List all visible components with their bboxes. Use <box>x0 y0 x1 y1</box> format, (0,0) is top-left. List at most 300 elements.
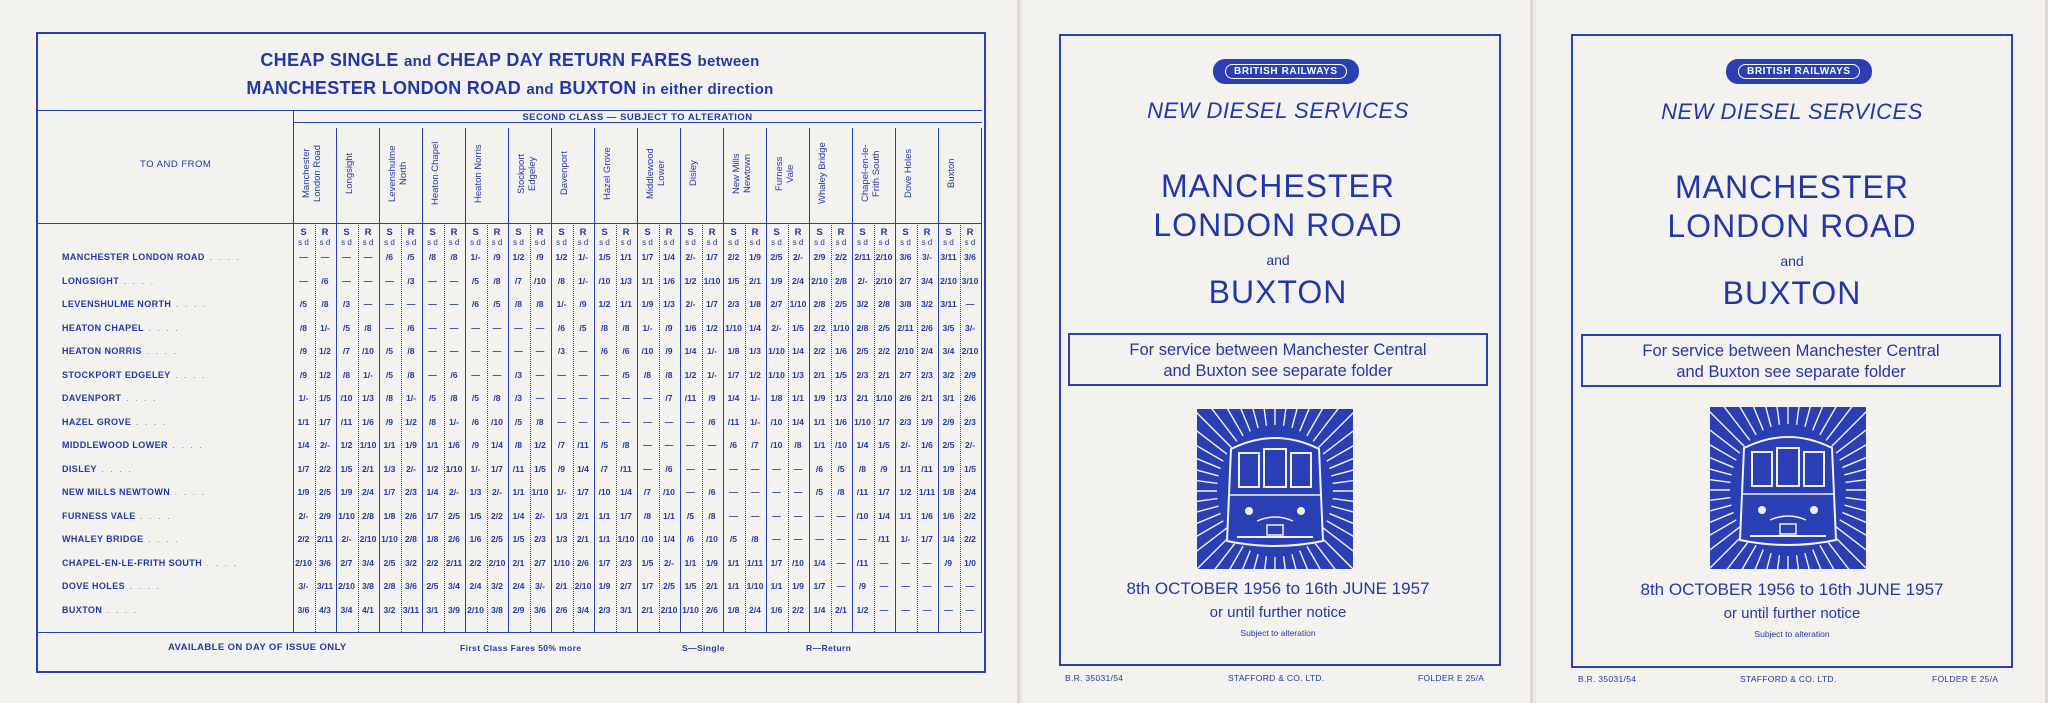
return-header: R <box>966 227 974 238</box>
fare-cell: 1/3 <box>469 487 482 497</box>
unit-header: s d <box>341 238 352 247</box>
fare-cell: 3/4 <box>577 604 589 615</box>
fare-cell: /9 <box>493 252 501 262</box>
fare-cell: 1/10 <box>703 275 721 286</box>
fare-cell: 2/8 <box>405 534 417 544</box>
column-divider <box>551 128 552 632</box>
fare-cell: 2/9 <box>319 510 331 521</box>
fare-cell: — <box>342 275 351 286</box>
leader-dots: . . . . <box>202 557 239 568</box>
fare-cell: /7 <box>665 393 673 403</box>
leader-dots: . . . . <box>143 322 180 333</box>
row-label-station: STOCKPORT EDGELEY . . . . <box>62 369 207 380</box>
fare-cell: 2/2 <box>813 346 826 356</box>
fare-cell: 3/5 <box>942 322 955 333</box>
fare-cell: 2/2 <box>792 604 804 615</box>
fare-cell: 2/3 <box>405 487 417 497</box>
fare-cell: 1/10 <box>381 534 398 544</box>
fare-cell: /7 <box>557 440 566 450</box>
fare-cell: 1/3 <box>749 346 761 356</box>
return-header: R <box>837 227 845 238</box>
leader-dots: . . . . <box>141 346 178 356</box>
single-header: S <box>945 227 952 238</box>
fare-cell: /7 <box>751 440 759 450</box>
fare-cell: 2/1 <box>856 393 869 403</box>
fare-cell: 1/2 <box>319 346 331 356</box>
fare-cell: /5 <box>622 369 630 380</box>
fare-cell: 2/1 <box>641 604 654 615</box>
fare-cell: 2/7 <box>340 557 353 568</box>
fare-cell: 2/10 <box>574 581 592 591</box>
fare-cell: 2/8 <box>878 299 890 309</box>
fare-cell: 3/- <box>298 581 309 591</box>
fare-cell: 2/7 <box>770 299 783 309</box>
fare-cell: 2/- <box>534 510 546 521</box>
fare-cell: /10 <box>663 487 675 497</box>
unit-header: s d <box>921 238 933 247</box>
fare-cell: 1/10 <box>746 581 764 591</box>
fare-cell: — <box>643 393 652 403</box>
leader-dots: . . . . <box>204 252 241 262</box>
fare-cell: — <box>664 416 674 427</box>
fare-cell: /5 <box>600 440 609 450</box>
cover-and: and <box>1266 252 1290 268</box>
separate-folder-note <box>1581 334 2001 387</box>
fare-cell: /11 <box>577 440 589 450</box>
fare-cell: /11 <box>620 463 632 474</box>
unit-header: s d <box>556 238 567 247</box>
fare-cell: /8 <box>622 440 630 450</box>
fare-cell: 1/8 <box>426 534 439 544</box>
fare-cell: — <box>965 581 975 591</box>
fare-cell: 2/10 <box>961 346 979 356</box>
note-line: and Buxton see separate folder <box>1676 363 1906 381</box>
column-divider <box>594 128 595 632</box>
fare-cell: 1/10 <box>768 369 785 380</box>
fare-cell: 1/- <box>706 369 718 380</box>
fare-cell: /11 <box>512 463 525 474</box>
fare-cell: 2/10 <box>338 581 355 591</box>
fare-cell: 1/3 <box>792 369 804 380</box>
fare-cell: 1/6 <box>942 510 955 521</box>
fare-cell: — <box>750 463 760 474</box>
fare-cell: 1/2 <box>684 275 697 286</box>
fare-cell: 1/4 <box>426 487 439 497</box>
fare-cell: 1/10 <box>768 346 785 356</box>
cover-line-london-road: LONDON ROAD <box>1153 207 1403 243</box>
single-header: S <box>472 227 479 238</box>
fare-cell: /8 <box>407 346 415 356</box>
fare-cell: 1/10 <box>832 322 850 333</box>
fare-cell: 2/5 <box>448 510 460 521</box>
fare-cell: 2/10 <box>940 275 957 286</box>
fare-cell: 1/6 <box>835 416 847 427</box>
title-part: and <box>526 81 554 98</box>
column-divider <box>981 128 982 632</box>
fare-cell: /11 <box>921 463 933 474</box>
fare-cell: 1/2 <box>555 252 568 262</box>
leader-dots: . . . . <box>121 393 158 403</box>
fare-cell: 1/3 <box>555 534 568 544</box>
return-header: R <box>364 227 372 238</box>
fare-cell: 1/1 <box>727 557 740 568</box>
fare-cell: — <box>643 440 652 450</box>
row-label-station: DOVE HOLES . . . . <box>62 581 162 591</box>
fare-cell: 1/4 <box>749 322 761 333</box>
fare-cell: /8 <box>514 440 523 450</box>
column-divider <box>809 128 810 632</box>
fare-cell: 1/5 <box>684 581 697 591</box>
fare-cell: 1/4 <box>663 534 675 544</box>
fare-cell: — <box>836 557 846 568</box>
fare-cell: 3/6 <box>964 252 976 262</box>
row-label-station: CHAPEL-EN-LE-FRITH SOUTH . . . . <box>62 557 239 568</box>
fare-cell: /9 <box>665 322 673 333</box>
fare-cell: /6 <box>557 322 566 333</box>
fare-cell: 1/5 <box>598 252 611 262</box>
fare-cell: 2/1 <box>813 369 826 380</box>
fare-cell: /8 <box>858 463 867 474</box>
fare-cell: 2/2 <box>469 557 482 568</box>
fare-cell: 2/2 <box>297 534 310 544</box>
fare-cell: — <box>901 604 910 615</box>
fare-cell: 3/2 <box>942 369 955 380</box>
fare-cell: 3/2 <box>856 299 869 309</box>
fare-cell: — <box>557 393 566 403</box>
fare-cell: /6 <box>407 322 415 333</box>
return-header: R <box>407 227 415 238</box>
fare-cell: 1/8 <box>749 299 761 309</box>
fare-cell: 1/7 <box>878 487 890 497</box>
return-header: R <box>450 227 458 238</box>
fare-cell: 2/10 <box>295 557 312 568</box>
fare-cell: 1/8 <box>727 604 740 615</box>
fare-cell: 1/- <box>900 534 911 544</box>
fare-cell: 1/2 <box>405 416 417 427</box>
fare-cell: — <box>729 487 738 497</box>
fare-cell: 1/1 <box>598 510 611 521</box>
fare-cell: 1/9 <box>706 557 718 568</box>
fare-cell: /6 <box>708 416 716 427</box>
fare-cell: /5 <box>514 416 523 427</box>
fare-cell: /5 <box>837 463 845 474</box>
fare-cell: /5 <box>407 252 415 262</box>
cover-panel <box>1023 0 1533 703</box>
fare-cell: 2/10 <box>359 534 377 544</box>
fare-cell: 1/1 <box>620 299 632 309</box>
fare-cell: — <box>707 463 717 474</box>
column-header-station: Heaton Norris <box>473 144 484 203</box>
footer-first-class: First Class Fares 50% more <box>460 643 582 653</box>
fare-cell: 2/6 <box>706 604 718 615</box>
fare-cell: /6 <box>622 346 630 356</box>
fare-cell: — <box>363 275 373 286</box>
rule-under-title <box>38 110 982 111</box>
fare-cell: /7 <box>643 487 652 497</box>
fare-cell: — <box>944 604 953 615</box>
leader-dots: . . . . <box>135 510 172 521</box>
fare-cell: 1/2 <box>534 440 546 450</box>
fare-cell: /10 <box>770 440 783 450</box>
fare-cell: /6 <box>385 252 394 262</box>
fare-cell: 1/- <box>470 252 481 262</box>
fare-cell: 1/- <box>319 322 331 333</box>
fare-cell: /5 <box>493 299 501 309</box>
note-line: For service between Manchester Central <box>1129 341 1427 359</box>
leader-dots: . . . . <box>131 416 168 427</box>
cover-line-manchester: MANCHESTER <box>1674 169 1909 205</box>
fare-cell: 1/- <box>706 346 718 356</box>
title-part: CHEAP SINGLE <box>260 50 399 70</box>
fare-cell: 2/3 <box>534 534 546 544</box>
fare-cell: 2/2 <box>319 463 331 474</box>
fare-cell: /8 <box>708 510 716 521</box>
unit-header: s d <box>577 238 589 247</box>
fare-cell: 1/8 <box>727 346 740 356</box>
fare-cell: 2/6 <box>577 557 589 568</box>
fare-cell: — <box>449 275 459 286</box>
column-header-station: Middlewood Lower <box>645 148 667 199</box>
train-icon <box>1197 409 1353 569</box>
fare-cell: 2/5 <box>383 557 396 568</box>
fare-cell: — <box>793 463 803 474</box>
fare-cell: /10 <box>835 440 847 450</box>
fare-cell: /8 <box>837 487 845 497</box>
fare-cell: 2/- <box>792 252 804 262</box>
fare-cell: — <box>922 581 932 591</box>
badge-text: BRITISH RAILWAYS <box>1738 64 1860 79</box>
fare-cell: 1/10 <box>617 534 635 544</box>
fare-cell: /7 <box>600 463 609 474</box>
fare-cell: — <box>944 581 953 591</box>
badge-text: BRITISH RAILWAYS <box>1225 64 1347 79</box>
fare-cell: 2/1 <box>577 534 589 544</box>
fare-cell: 2/8 <box>362 510 374 521</box>
fare-cell: 1/4 <box>727 393 740 403</box>
fare-cell: /5 <box>815 487 824 497</box>
fare-cell: 1/1 <box>663 510 675 521</box>
fare-cell: 2/11 <box>445 557 463 568</box>
row-label-station: HEATON CHAPEL . . . . <box>62 322 180 333</box>
fare-cell: 2/1 <box>555 581 568 591</box>
fare-cell: — <box>471 322 480 333</box>
fare-cell: 1/6 <box>362 416 374 427</box>
leader-dots: . . . . <box>170 369 207 380</box>
fare-cell: 2/2 <box>727 252 740 262</box>
fare-cell: 2/2 <box>878 346 890 356</box>
fare-cell: 1/1 <box>792 393 804 403</box>
note-line: For service between Manchester Central <box>1642 342 1940 360</box>
fare-cell: 1/10 <box>875 393 893 403</box>
fare-cell: — <box>299 275 308 286</box>
fare-cell: 2/4 <box>964 487 976 497</box>
fare-cell: — <box>879 581 889 591</box>
fare-cell: 1/5 <box>534 463 546 474</box>
fare-cell: 3/4 <box>362 557 374 568</box>
fare-cell: 1/3 <box>663 299 675 309</box>
column-divider <box>938 128 939 632</box>
fare-cell: — <box>428 346 437 356</box>
fare-cell: 1/- <box>362 369 374 380</box>
fare-cell: 2/4 <box>749 604 761 615</box>
fare-cell: — <box>428 369 437 380</box>
fare-cell: /10 <box>491 416 503 427</box>
unit-header: s d <box>405 238 417 247</box>
fare-cell: 2/7 <box>534 557 546 568</box>
fare-cell: 1/6 <box>921 440 933 450</box>
column-header-station: Stockport Edgeley <box>516 153 538 194</box>
fare-cell: 2/- <box>298 510 309 521</box>
fare-cell: 2/2 <box>491 510 503 521</box>
fare-cell: — <box>879 604 889 615</box>
fare-cell: 1/2 <box>899 487 912 497</box>
fare-cell: /5 <box>729 534 738 544</box>
fare-cell: — <box>406 299 416 309</box>
fare-cell: 3/2 <box>491 581 503 591</box>
row-label-station: MANCHESTER LONDON ROAD . . . . <box>62 252 241 262</box>
fare-cell: /8 <box>493 275 501 286</box>
fare-cell: 1/5 <box>878 440 890 450</box>
fare-cell: 3/4 <box>942 346 955 356</box>
fare-cell: 2/4 <box>792 275 804 286</box>
fare-cell: 3/8 <box>899 299 912 309</box>
fare-cell: — <box>535 322 545 333</box>
fare-cell: — <box>535 393 545 403</box>
fare-cell: 1/- <box>749 416 761 427</box>
fare-cell: 2/1 <box>362 463 374 474</box>
fare-cell: 3/4 <box>340 604 353 615</box>
fare-cell: 1/7 <box>813 581 826 591</box>
return-header: R <box>923 227 931 238</box>
leader-dots: . . . . <box>170 487 207 497</box>
fare-cell: 2/- <box>857 275 868 286</box>
fare-cell: 1/2 <box>684 369 697 380</box>
column-header-station: Levenshulme North <box>387 145 409 202</box>
row-label-station: HEATON NORRIS . . . . <box>62 346 178 356</box>
single-header: S <box>902 227 909 238</box>
fare-cell: — <box>686 416 695 427</box>
folder-number: FOLDER E 25/A <box>1932 674 1999 684</box>
fare-cell: 1/9 <box>792 581 804 591</box>
fare-cell: — <box>922 604 932 615</box>
unit-header: s d <box>620 238 632 247</box>
fare-cell: 1/4 <box>491 440 503 450</box>
unit-header: s d <box>835 238 847 247</box>
fare-cell: 2/7 <box>899 275 912 286</box>
fare-cell: 3/1 <box>942 393 955 403</box>
single-header: S <box>386 227 393 238</box>
fare-cell: /8 <box>493 393 501 403</box>
fare-cell: 1/1 <box>598 534 611 544</box>
fare-cell: 1/9 <box>641 299 654 309</box>
column-header-station: Buxton <box>946 158 957 189</box>
fare-cell: — <box>471 346 480 356</box>
fare-cell: 2/6 <box>899 393 912 403</box>
single-header: S <box>859 227 866 238</box>
fare-cell: 1/7 <box>641 252 654 262</box>
fare-cell: 2/8 <box>835 275 847 286</box>
fare-cell: 1/- <box>470 463 481 474</box>
fare-cell: 3/4 <box>921 275 933 286</box>
fare-cell: /6 <box>600 346 609 356</box>
fare-cell: 2/6 <box>448 534 460 544</box>
fare-cell: 2/11 <box>897 322 914 333</box>
single-header: S <box>558 227 565 238</box>
fare-cell: 1/6 <box>921 510 933 521</box>
fare-cell: /8 <box>428 252 437 262</box>
fare-cell: — <box>772 487 781 497</box>
column-divider <box>465 128 466 632</box>
fare-title-line1 <box>0 50 1020 71</box>
unit-header: s d <box>943 238 954 247</box>
single-header: S <box>687 227 694 238</box>
column-header-station: Disley <box>688 160 699 187</box>
fare-cell: — <box>965 604 975 615</box>
fare-cell: — <box>772 463 781 474</box>
return-header: R <box>579 227 587 238</box>
fare-cell: /9 <box>536 252 544 262</box>
validity-dates: 8th OCTOBER 1956 to 16th JUNE 1957 <box>1640 580 1944 599</box>
fare-cell: 2/5 <box>491 534 503 544</box>
column-header-station: Manchester London Road <box>301 144 323 203</box>
fare-cell: 2/- <box>663 557 675 568</box>
fare-cell: /8 <box>450 252 458 262</box>
fare-cell: 2/1 <box>706 581 718 591</box>
cover-line-buxton: BUXTON <box>1208 274 1348 310</box>
single-header: S <box>773 227 780 238</box>
fare-cell: — <box>600 416 609 427</box>
fare-cell: — <box>621 393 631 403</box>
fare-cell: /3 <box>514 369 523 380</box>
fare-cell: 2/3 <box>921 369 933 380</box>
return-header: R <box>751 227 759 238</box>
fare-cell: — <box>449 346 459 356</box>
return-header: R <box>536 227 544 238</box>
fare-cell: 1/- <box>749 393 761 403</box>
fare-cell: 2/9 <box>512 604 525 615</box>
column-divider <box>723 128 724 632</box>
fare-cell: /6 <box>665 463 673 474</box>
fare-cell: 2/11 <box>854 252 871 262</box>
unit-header: s d <box>470 238 481 247</box>
fare-cell: — <box>578 346 588 356</box>
fare-cell: /11 <box>878 534 890 544</box>
fare-cell: 1/4 <box>297 440 310 450</box>
fare-cell: 2/10 <box>875 275 893 286</box>
fare-cell: /8 <box>342 369 351 380</box>
fare-cell: 1/- <box>298 393 309 403</box>
fare-cell: — <box>815 534 824 544</box>
subject-to-alteration: Subject to alteration <box>1240 628 1316 638</box>
fare-cell: 2/10 <box>811 275 828 286</box>
fare-cell: 1/6 <box>663 275 675 286</box>
fare-cell: — <box>535 369 545 380</box>
fare-cell: 2/5 <box>319 487 331 497</box>
unit-header: s d <box>878 238 890 247</box>
fare-cell: 3/8 <box>362 581 374 591</box>
fare-cell: /11 <box>727 416 740 427</box>
column-divider <box>680 128 681 632</box>
fare-cell: /10 <box>598 487 611 497</box>
fare-cell: — <box>879 557 889 568</box>
unit-header: s d <box>771 238 782 247</box>
fare-cell: — <box>729 463 738 474</box>
fare-cell: — <box>686 440 695 450</box>
fare-cell: 1/7 <box>297 463 310 474</box>
fare-cell: /5 <box>342 322 351 333</box>
fare-table-panel <box>0 0 1020 703</box>
title-part: MANCHESTER LONDON ROAD <box>246 78 522 98</box>
